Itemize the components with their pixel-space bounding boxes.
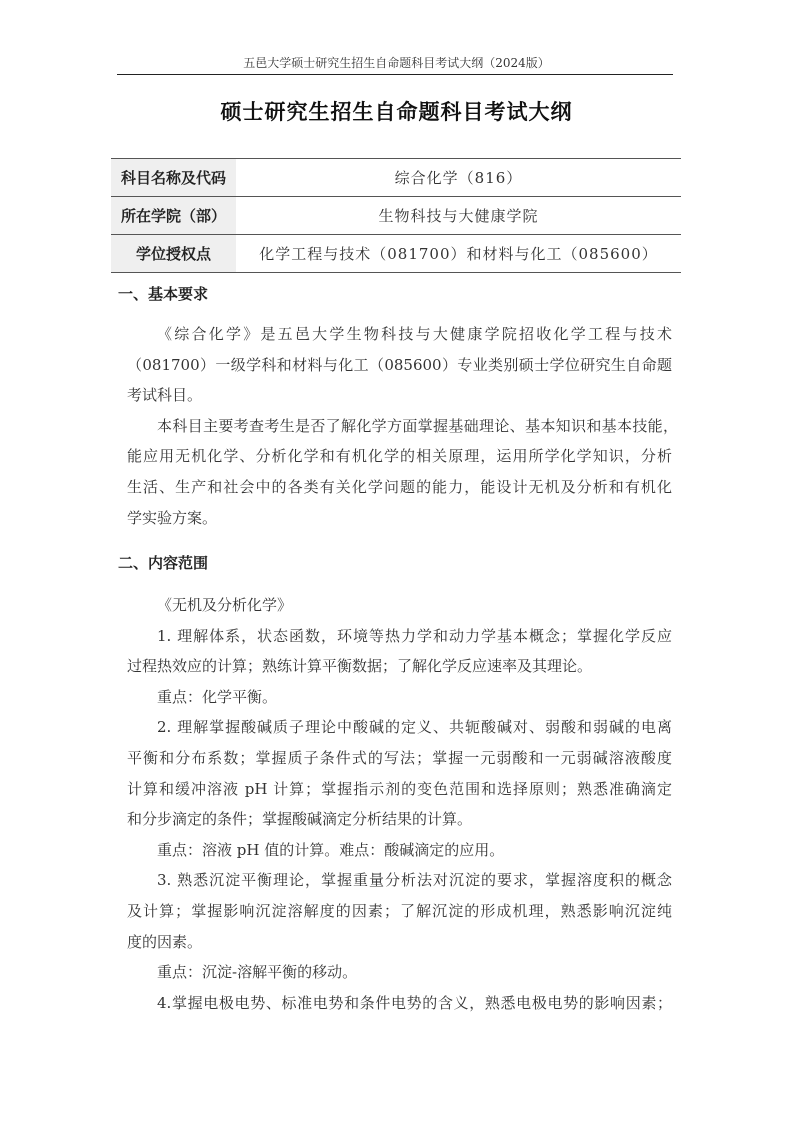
row-value: 综合化学（816） xyxy=(236,159,681,197)
text-line: 重点：溶液 pH 值的计算。难点：酸碱滴定的应用。 xyxy=(157,840,505,859)
text-line: 和分步滴定的条件；掌握酸碱滴定分析结果的计算。 xyxy=(127,810,473,829)
text-line: 2. 理解掌握酸碱质子理论中酸碱的定义、共轭酸碱对、弱酸和弱碱的电离 xyxy=(157,718,672,737)
row-value: 生物科技与大健康学院 xyxy=(236,197,681,235)
row-label: 所在学院（部） xyxy=(111,197,236,235)
text-line: 能应用无机化学、分析化学和有机化学的相关原理，运用所学化学知识，分析 xyxy=(127,447,672,466)
table-row xyxy=(111,159,681,197)
table-row xyxy=(111,197,681,235)
section-heading: 一、基本要求 xyxy=(118,285,209,303)
subject-info-table xyxy=(111,158,681,273)
text-line: 平衡和分布系数；掌握质子条件式的写法；掌握一元弱酸和一元弱碱溶液酸度 xyxy=(127,748,672,767)
section-basic-requirements xyxy=(118,279,678,533)
row-label: 科目名称及代码 xyxy=(111,159,236,197)
text-line: 学实验方案。 xyxy=(127,508,218,527)
section-content-scope xyxy=(118,548,672,1018)
text-line: 《综合化学》是五邑大学生物科技与大健康学院招收化学工程与技术 xyxy=(157,325,672,343)
row-value: 化学工程与技术（081700）和材料与化工（085600） xyxy=(236,235,681,273)
text-line: 及计算；掌握影响沉淀溶解度的因素；了解沉淀的形成机理，熟悉影响沉淀纯 xyxy=(127,901,672,920)
text-line: 3. 熟悉沉淀平衡理论，掌握重量分析法对沉淀的要求，掌握溶度积的概念 xyxy=(157,871,672,890)
text-line: 考试科目。 xyxy=(127,386,203,405)
text-line: 生活、生产和社会中的各类有关化学问题的能力，能设计无机及分析和有机化 xyxy=(127,477,672,496)
text-line: 计算和缓冲溶液 pH 计算；掌握指示剂的变色范围和选择原则；熟悉准确滴定 xyxy=(127,779,672,798)
page-title: 硕士研究生招生自命题科目考试大纲 xyxy=(220,100,573,124)
table-row xyxy=(111,235,681,273)
text-line: 重点：沉淀-溶解平衡的移动。 xyxy=(157,963,358,982)
text-line: 度的因素。 xyxy=(127,932,203,951)
running-header: 五邑大学硕士研究生招生自命题科目考试大纲（2024版） xyxy=(243,56,550,70)
row-label: 学位授权点 xyxy=(111,235,236,273)
section-heading: 二、内容范围 xyxy=(118,554,209,572)
text-line: 4.掌握电极电势、标准电势和条件电势的含义，熟悉电极电势的影响因素； xyxy=(157,993,672,1012)
text-line: 1. 理解体系，状态函数，环境等热力学和动力学基本概念；掌握化学反应 xyxy=(157,626,672,645)
header-divider xyxy=(117,74,673,75)
text-line: 过程热效应的计算；熟练计算平衡数据；了解化学反应速率及其理论。 xyxy=(127,657,593,676)
text-line: 重点：化学平衡。 xyxy=(157,687,278,706)
text-line: 本科目主要考查考生是否了解化学方面掌握基础理论、基本知识和基本技能， xyxy=(157,416,678,435)
text-line: （081700）一级学科和材料与化工（085600）专业类别硕士学位研究生自命题 xyxy=(127,355,672,374)
text-line: 《无机及分析化学》 xyxy=(157,596,293,614)
